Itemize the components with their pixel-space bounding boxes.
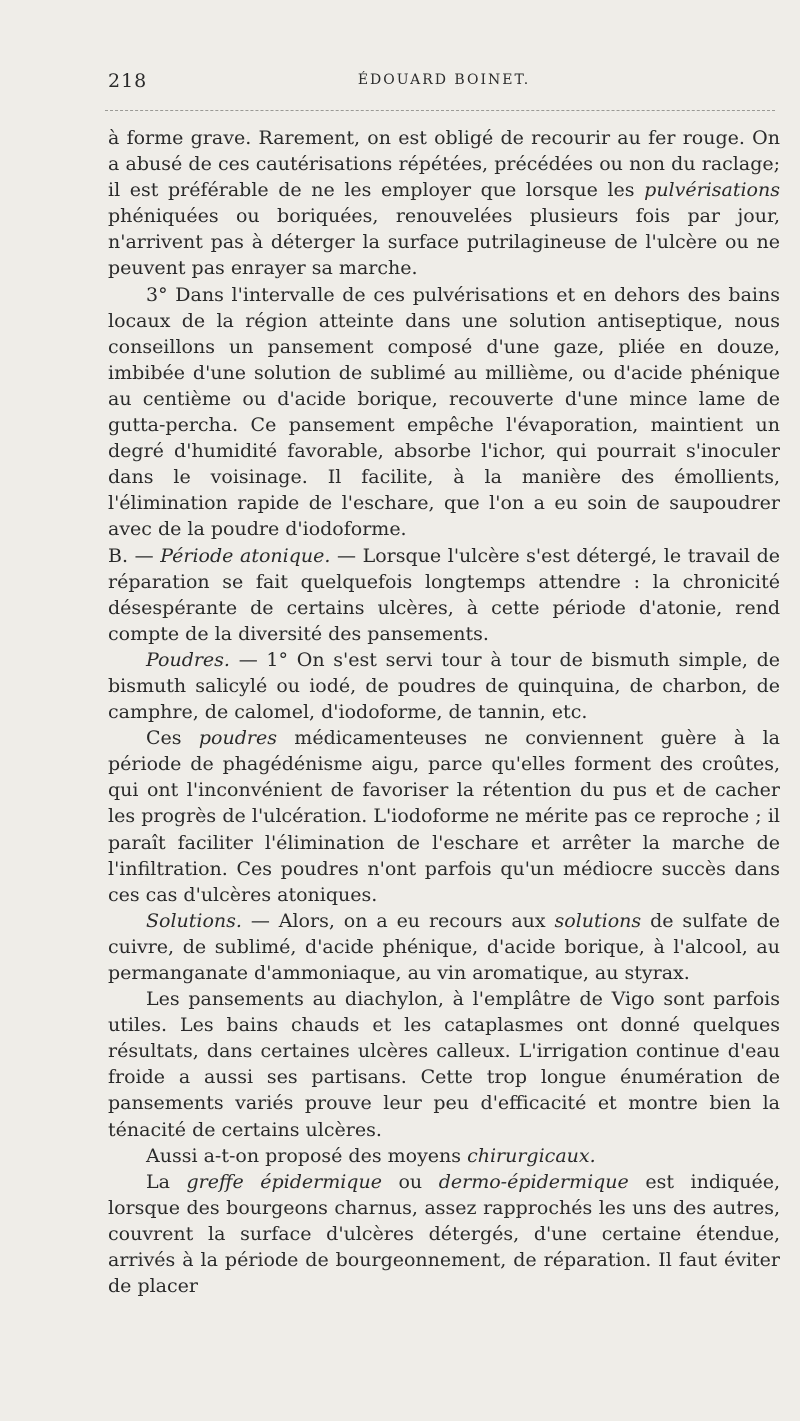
paragraph-7: Aussi a-t-on proposé des moyens chirurgicaux. (146, 1144, 596, 1167)
header-rule (105, 110, 775, 111)
italic-term: chirurgicaux. (467, 1144, 596, 1167)
italic-term: solutions (554, 909, 642, 932)
paragraph-4: Ces poudres médicamenteuses ne conviennent guère à la période de phagédénisme aigu, parce qu'elles forment des croûtes, qui ont l'inconvénient de favoriser la rétention du pus et de cacher les progrès de l'ulcération. L'iodoforme ne mérite pas ce reproche ; il paraît faciliter l'élimination de l'eschare et arrêter la marche de l'infiltration. Ces poudres n'ont parfois qu'un médiocre succès dans ces cas d'ulcères atoniques. (108, 727, 780, 906)
italic-term: Poudres. (146, 648, 230, 671)
body-text (108, 125, 780, 1299)
paragraph-2: 3° Dans l'intervalle de ces pulvérisations et en dehors des bains locaux de la région atteinte dans une solution antiseptique, nous conseillons un pansement composé d'une gaze, pliée en douze, imbibée d'une solution de sublimé au millième, ou d'acide phénique au centième ou d'acide borique, recouverte d'une mince lame de gutta-percha. Ce pansement empêche l'évaporation, maintient un degré d'humidité favorable, absorbe l'ichor, qui pourrait s'inoculer dans le voisinage. Il facilite, à la manière des émollients, l'élimination rapide de l'eschare, que l'on a eu soin de saupoudrer avec de la poudre d'iodoforme. (108, 283, 780, 541)
page-number: 218 (108, 70, 148, 92)
section-heading-periode-atonique: B. — Période atonique. — Lorsque l'ulcère s'est détergé, le travail de réparation se fait quelquefois longtemps attendre : la chronicité désespérante de certains ulcères, à cette période d'atonie, rend compte de la diversité des pansements. (108, 544, 780, 645)
running-title: ÉDOUARD BOINET. (357, 72, 531, 88)
italic-term: Période atonique. (160, 544, 331, 567)
paragraph-solutions: Solutions. — Alors, on a eu recours aux solutions de sulfate de cuivre, de sublimé, d'acide phénique, d'acide borique, à l'alcool, au permanganate d'ammoniaque, au vin aromatique, au styrax. (108, 909, 780, 984)
italic-term: Solutions. (146, 909, 242, 932)
page-header (108, 70, 780, 96)
italic-term: pulvérisations (644, 179, 780, 202)
italic-term: poudres (198, 727, 277, 750)
paragraph-6: Les pansements au diachylon, à l'emplâtre de Vigo sont parfois utiles. Les bains chauds et les cataplasmes ont donné quelques résultats, dans certaines ulcères calleux. L'irrigation continue d'eau froide a aussi ses partisans. Cette trop longue énumération de pansements variés prouve leur peu d'efficacité et montre bien la ténacité de certains ulcères. (108, 988, 780, 1141)
italic-term: greffe épidermique (186, 1170, 382, 1193)
paragraph-1: à forme grave. Rarement, on est obligé de recourir au fer rouge. On a abusé de ces cautérisations répétées, précédées ou non du raclage; il est préférable de ne les employer que lorsque les pulvérisations phéniquées ou boriquées, renouvelées plusieurs fois par jour, n'arrivent pas à déterger la surface putrilagineuse de l'ulcère ou ne peuvent pas enrayer sa marche. (108, 127, 780, 280)
paragraph-poudres: Poudres. — 1° On s'est servi tour à tour de bismuth simple, de bismuth salicylé ou iodé, de poudres de quinquina, de charbon, de camphre, de calomel, d'iodoforme, de tannin, etc. (108, 648, 780, 724)
italic-term: dermo-épidermique (438, 1170, 629, 1193)
paragraph-8: La greffe épidermique ou dermo-épidermique est indiquée, lorsque des bourgeons charnus, assez rapprochés les uns des autres, couvrent la surface d'ulcères détergés, d'une certaine étendue, arrivés à la période de bourgeonnement, de réparation. Il faut éviter de placer (108, 1170, 780, 1298)
